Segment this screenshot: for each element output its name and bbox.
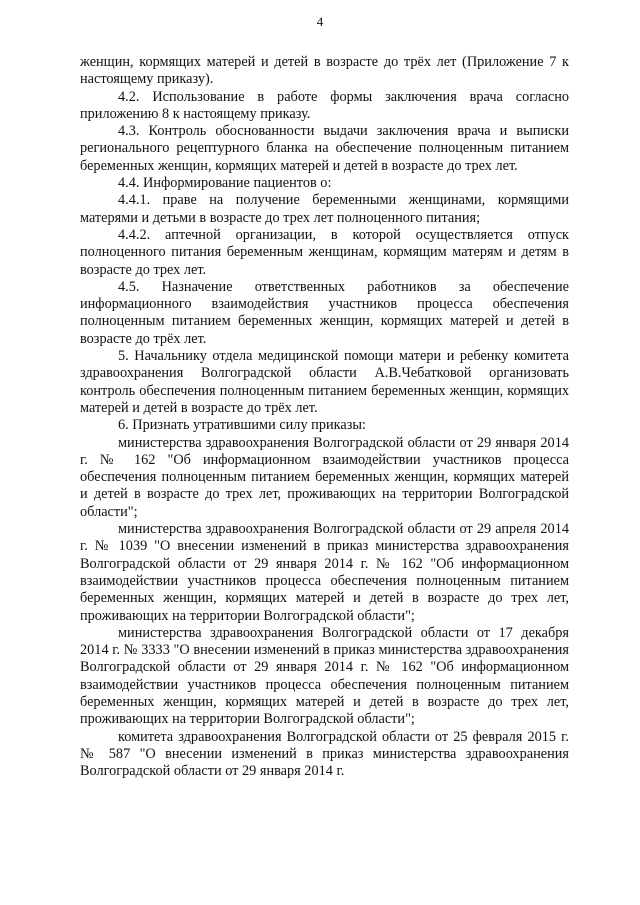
paragraph: 6. Признать утратившими силу приказы:	[118, 417, 366, 434]
paragraph: 4.2. Использование в работе формы заключения врача согласно приложению 8 к настоящему приказу.	[80, 88, 569, 122]
paragraph: женщин, кормящих матерей и детей в возрасте до трёх лет (Приложение 7 к настоящему приказу).	[80, 54, 569, 88]
document-body	[80, 54, 569, 780]
paragraph: 4.3. Контроль обоснованности выдачи заключения врача и выписки регионального рецептурного бланка на обеспечение полноценным питанием беременных женщин, кормящих матерей и детей в возрасте до трех лет.	[80, 123, 569, 174]
paragraph: 4.5. Назначение ответственных работников за обеспечение информационного взаимодействия участников процесса обеспечения полноценным питанием беременных женщин, кормящих матерей и детей в возрасте до трёх лет.	[80, 278, 569, 347]
paragraph: 4.4.2. аптечной организации, в которой осуществляется отпуск полноценного питания беременным женщинам, кормящим матерям и детям в возрасте до трех лет.	[80, 226, 569, 278]
paragraph: министерства здравоохранения Волгоградской области от 29 апреля 2014 г. № 1039 "О внесении изменений в приказ министерства здравоохранения Волгоградской области от 29 января 2014 г. № 162 "Об информационном взаимодействии участников процесса обеспечения полноценным питанием беременных женщин, кормящих матерей и детей в возрасте до трех лет, проживающих на территории Волгоградской области";	[80, 521, 569, 624]
paragraph: 4.4. Информирование пациентов о:	[118, 175, 332, 192]
paragraph: 4.4.1. праве на получение беременными женщинами, кормящими матерями и детьми в возрасте до трех лет полноценного питания;	[80, 192, 569, 226]
paragraph: 5. Начальнику отдела медицинской помощи матери и ребенку комитета здравоохранения Волгоградской области А.В.Чебатковой организовать контроль обеспечения полноценным питанием беременных женщин, кормящих матерей и детей в возрасте до трёх лет.	[80, 348, 569, 416]
page-number: 4	[316, 14, 324, 29]
paragraph: министерства здравоохранения Волгоградской области от 29 января 2014 г. № 162 "Об информационном взаимодействии участников процесса обеспечения полноценным питанием беременных женщин, кормящих матерей и детей в возрасте до трех лет, проживающих на территории Волгоградской области";	[80, 434, 569, 520]
paragraph: комитета здравоохранения Волгоградской области от 25 февраля 2015 г. № 587 "О внесении изменений в приказ министерства здравоохранения Волгоградской области от 29 января 2014 г.	[80, 728, 569, 780]
paragraph: министерства здравоохранения Волгоградской области от 17 декабря 2014 г. № 3333 "О внесении изменений в приказ министерства здравоохранения Волгоградской области от 29 января 2014 г. № 162 "Об информационном взаимодействии участников процесса обеспечения полноценным питанием беременных женщин, кормящих матерей и детей в возрасте до трех лет, проживающих на территории Волгоградской области";	[80, 624, 569, 728]
